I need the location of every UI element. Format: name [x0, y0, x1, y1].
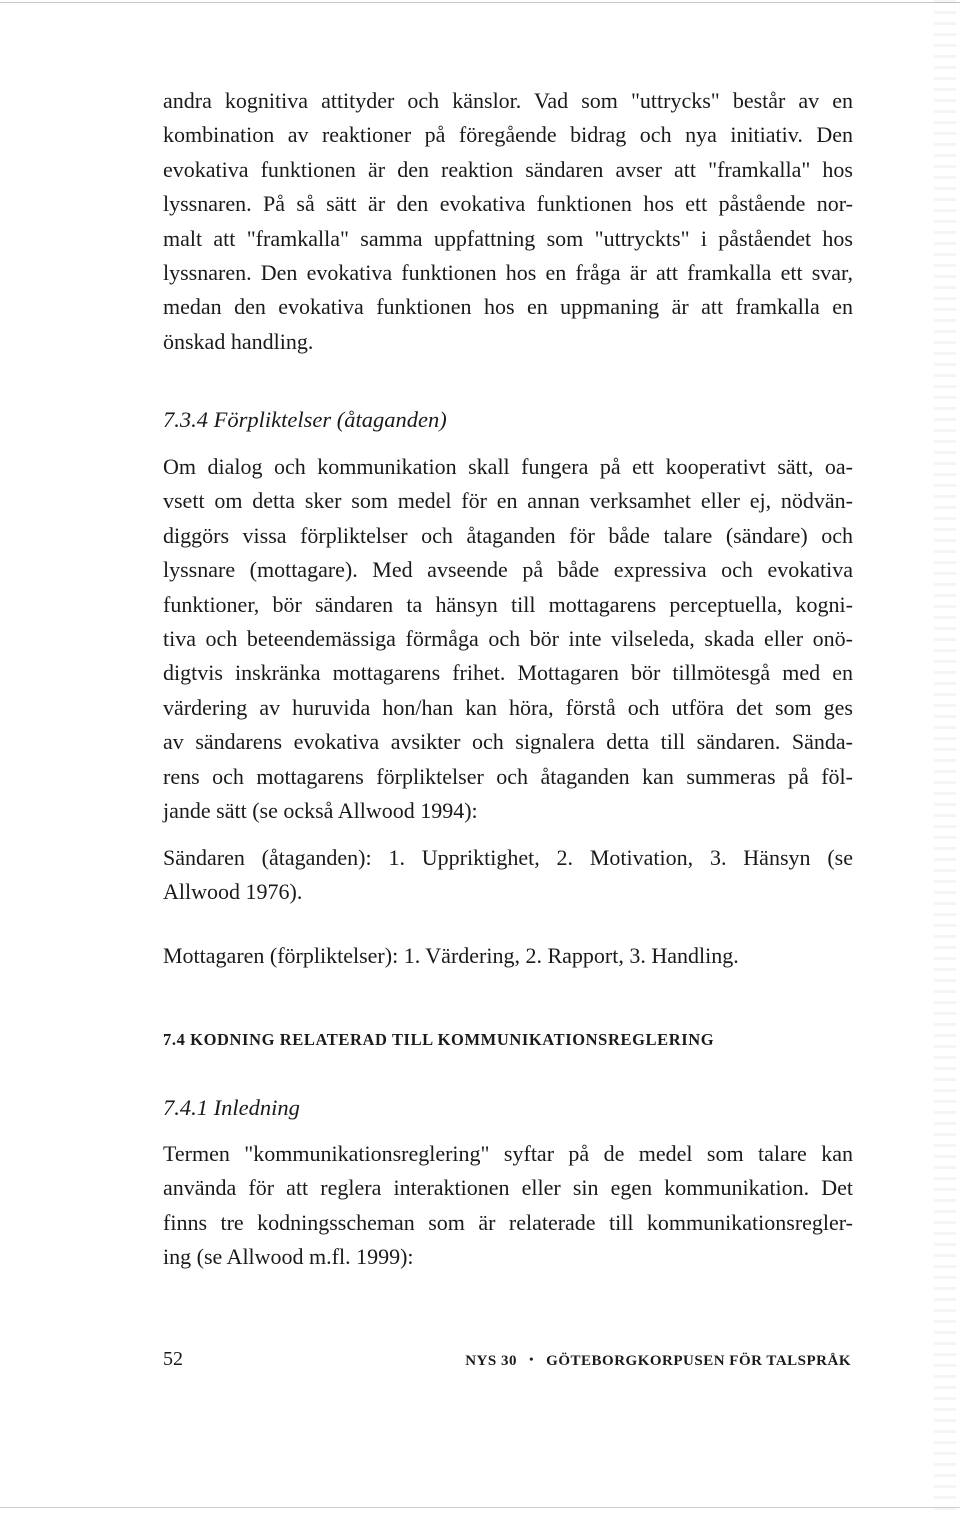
scan-edge-right: [934, 0, 956, 1516]
text-line: Termen "kommunikationsreglering" syftar på de medel som talare kan: [163, 1141, 853, 1166]
text-line: önskad handling.: [163, 328, 314, 354]
text-line: tiva och beteendemässiga förmåga och bör inte vilseleda, skada eller onö-: [163, 626, 853, 652]
scan-edge-top: [0, 2, 960, 3]
scan-edge-bottom: [0, 1507, 960, 1508]
page-number: 52: [163, 1348, 183, 1370]
text-line: ing (se Allwood m.fl. 1999):: [163, 1244, 414, 1270]
paragraph-introduction: [163, 1137, 853, 1275]
running-title: [465, 1353, 851, 1370]
text-line: vsett om detta sker som medel för en annan verksamhet eller ej, nödvän-: [163, 488, 853, 514]
page-footer: [163, 1348, 851, 1371]
section-heading-7-4: 7.4 KODNING RELATERAD TILL KOMMUNIKATIONSREGLERING: [163, 1030, 715, 1049]
text-line: rens och mottagarens förpliktelser och åtaganden kan summeras på föl-: [163, 763, 853, 789]
text-line: funktioner, bör sändaren ta hänsyn till mottagarens perceptuella, kogni-: [163, 591, 853, 617]
text-line: jande sätt (se också Allwood 1994):: [163, 798, 478, 824]
text-line: digtvis inskränka mottagarens frihet. Mottagaren bör tillmötesgå med en: [163, 660, 853, 686]
text-line: diggörs vissa förpliktelser och åtaganden för både talare (sändare) och: [163, 522, 853, 548]
text-line: malt att "framkalla" samma uppfattning som "uttryckts" i påståendet hos: [163, 225, 853, 251]
text-line: lyssnaren. Den evokativa funktionen hos en fråga är att framkalla ett svar,: [163, 260, 853, 286]
text-line: finns tre kodningsscheman som är relaterade till kommunikationsregler-: [163, 1209, 853, 1235]
text-line: Mottagaren (förpliktelser): 1. Värdering, 2. Rapport, 3. Handling.: [163, 943, 739, 968]
sender-commitments: [163, 841, 853, 910]
section-heading-7-3-4: 7.3.4 Förpliktelser (åtaganden): [163, 407, 447, 432]
bullet-separator: •: [529, 1352, 534, 1366]
paragraph-intro: [163, 84, 853, 359]
paragraph-obligations: [163, 450, 853, 828]
publication-title: GÖTEBORGKORPUSEN FÖR TALSPRÅK: [546, 1353, 851, 1369]
text-line: andra kognitiva attityder och känslor. Vad som "uttrycks" består av en: [163, 88, 853, 113]
section-heading-7-4-1: 7.4.1 Inledning: [163, 1095, 300, 1120]
text-line: Allwood 1976).: [163, 879, 303, 905]
text-line: lyssnare (mottagare). Med avseende på både expressiva och evokativa: [163, 557, 853, 583]
text-line: av sändarens evokativa avsikter och signalera detta till sändaren. Sända-: [163, 729, 853, 755]
series-label: NYS 30: [465, 1353, 517, 1369]
text-line: kombination av reaktioner på föregående bidrag och nya initiativ. Den: [163, 122, 853, 148]
text-line: Om dialog och kommunikation skall fungera på ett kooperativt sätt, oa-: [163, 454, 853, 479]
receiver-obligations: [163, 939, 853, 973]
text-line: värdering av huruvida hon/han kan höra, förstå och utföra det som ges: [163, 694, 853, 720]
text-line: Sändaren (åtaganden): 1. Uppriktighet, 2. Motivation, 3. Hänsyn (se: [163, 845, 853, 870]
text-line: evokativa funktionen är den reaktion sändaren avser att "framkalla" hos: [163, 156, 853, 182]
text-line: använda för att reglera interaktionen eller sin egen kommunikation. Det: [163, 1175, 853, 1201]
text-line: lyssnaren. På så sätt är den evokativa funktionen hos ett påstående nor-: [163, 191, 853, 217]
text-line: medan den evokativa funktionen hos en uppmaning är att framkalla en: [163, 294, 853, 320]
